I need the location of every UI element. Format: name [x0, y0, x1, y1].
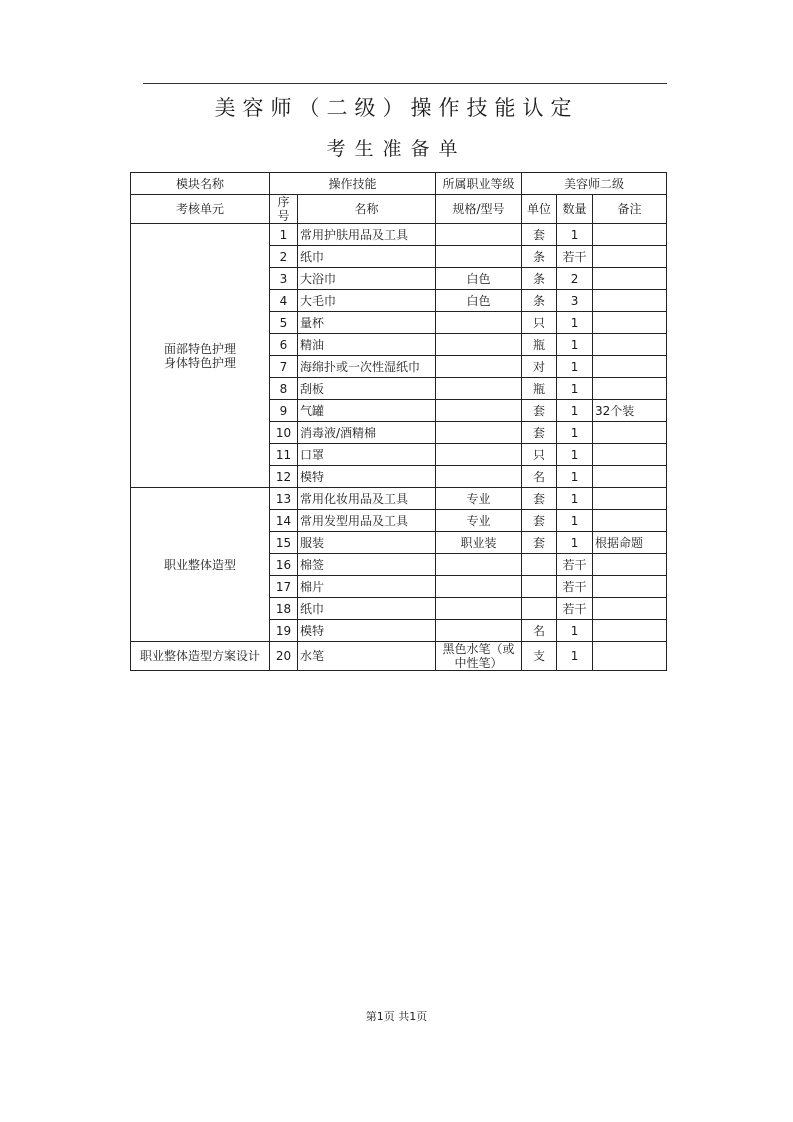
row-spec	[436, 378, 522, 400]
row-qty: 若干	[557, 246, 593, 268]
header-level-value: 美容师二级	[522, 173, 667, 195]
header-name: 名称	[298, 195, 436, 224]
row-name: 棉片	[298, 576, 436, 598]
row-qty: 1	[557, 312, 593, 334]
row-no: 16	[270, 554, 298, 576]
document-title: 美容师（二级）操作技能认定	[214, 96, 579, 120]
row-spec: 专业	[436, 488, 522, 510]
row-spec: 职业装	[436, 532, 522, 554]
row-unit: 套	[522, 400, 557, 422]
row-unit: 名	[522, 466, 557, 488]
row-name: 常用化妆用品及工具	[298, 488, 436, 510]
row-qty: 1	[557, 620, 593, 642]
row-note	[593, 356, 667, 378]
header-module-name: 模块名称	[131, 173, 270, 195]
row-unit: 套	[522, 422, 557, 444]
row-no: 13	[270, 488, 298, 510]
row-unit: 对	[522, 356, 557, 378]
row-no: 14	[270, 510, 298, 532]
row-note	[593, 554, 667, 576]
row-spec	[436, 334, 522, 356]
row-note	[593, 224, 667, 246]
row-name: 常用发型用品及工具	[298, 510, 436, 532]
header-spec: 规格/型号	[436, 195, 522, 224]
row-unit: 套	[522, 510, 557, 532]
row-note	[593, 334, 667, 356]
preparation-table	[130, 172, 667, 671]
row-name: 大毛巾	[298, 290, 436, 312]
row-no: 1	[270, 224, 298, 246]
row-spec	[436, 246, 522, 268]
row-spec	[436, 554, 522, 576]
row-no: 10	[270, 422, 298, 444]
table-row	[131, 642, 667, 671]
row-unit	[522, 576, 557, 598]
row-no: 5	[270, 312, 298, 334]
page-footer: 第1页 共1页	[365, 1010, 428, 1023]
row-no: 8	[270, 378, 298, 400]
row-qty: 若干	[557, 554, 593, 576]
row-name: 量杯	[298, 312, 436, 334]
group-career-styling: 职业整体造型	[131, 488, 270, 642]
row-no: 19	[270, 620, 298, 642]
row-unit: 条	[522, 290, 557, 312]
row-name: 模特	[298, 620, 436, 642]
header-qty: 数量	[557, 195, 593, 224]
row-no: 12	[270, 466, 298, 488]
row-unit: 瓶	[522, 334, 557, 356]
row-note: 32个装	[593, 400, 667, 422]
row-spec	[436, 422, 522, 444]
row-note	[593, 510, 667, 532]
row-note	[593, 312, 667, 334]
row-unit: 名	[522, 620, 557, 642]
row-name: 海绵扑或一次性湿纸巾	[298, 356, 436, 378]
row-unit: 只	[522, 312, 557, 334]
header-note: 备注	[593, 195, 667, 224]
header-level-label: 所属职业等级	[436, 173, 522, 195]
row-note	[593, 642, 667, 671]
document-subtitle: 考生准备单	[326, 138, 467, 160]
row-spec	[436, 466, 522, 488]
row-no: 4	[270, 290, 298, 312]
row-spec: 黑色水笔（或中性笔）	[436, 642, 522, 671]
row-qty: 1	[557, 378, 593, 400]
row-no: 9	[270, 400, 298, 422]
row-no: 15	[270, 532, 298, 554]
row-qty: 若干	[557, 576, 593, 598]
row-note	[593, 268, 667, 290]
row-name: 大浴巾	[298, 268, 436, 290]
group-facial-body-care: 面部特色护理 身体特色护理	[131, 224, 270, 488]
row-spec	[436, 356, 522, 378]
row-unit: 套	[522, 532, 557, 554]
row-qty: 1	[557, 224, 593, 246]
row-qty: 1	[557, 334, 593, 356]
row-name: 棉签	[298, 554, 436, 576]
row-name: 精油	[298, 334, 436, 356]
header-row-1	[131, 173, 667, 195]
header-skill: 操作技能	[270, 173, 436, 195]
table-row	[131, 488, 667, 510]
row-qty: 2	[557, 268, 593, 290]
row-name: 消毒液/酒精棉	[298, 422, 436, 444]
row-spec: 专业	[436, 510, 522, 532]
row-qty: 1	[557, 532, 593, 554]
row-name: 纸巾	[298, 598, 436, 620]
row-name: 模特	[298, 466, 436, 488]
row-spec	[436, 312, 522, 334]
row-no: 20	[270, 642, 298, 671]
row-name: 常用护肤用品及工具	[298, 224, 436, 246]
group-career-styling-design: 职业整体造型方案设计	[131, 642, 270, 671]
header-unit: 考核单元	[131, 195, 270, 224]
row-no: 2	[270, 246, 298, 268]
row-qty: 1	[557, 422, 593, 444]
row-spec	[436, 620, 522, 642]
row-qty: 若干	[557, 598, 593, 620]
row-note	[593, 466, 667, 488]
top-rule	[143, 83, 667, 84]
row-qty: 1	[557, 510, 593, 532]
row-note	[593, 422, 667, 444]
row-no: 11	[270, 444, 298, 466]
row-unit	[522, 554, 557, 576]
row-no: 3	[270, 268, 298, 290]
row-no: 17	[270, 576, 298, 598]
row-no: 18	[270, 598, 298, 620]
row-no: 7	[270, 356, 298, 378]
row-spec	[436, 400, 522, 422]
row-note	[593, 290, 667, 312]
header-no: 序号	[270, 195, 298, 224]
row-unit: 套	[522, 488, 557, 510]
row-unit: 只	[522, 444, 557, 466]
row-unit: 条	[522, 246, 557, 268]
row-name: 刮板	[298, 378, 436, 400]
row-qty: 1	[557, 356, 593, 378]
row-name: 水笔	[298, 642, 436, 671]
row-unit: 套	[522, 224, 557, 246]
row-note	[593, 598, 667, 620]
row-note	[593, 378, 667, 400]
row-qty: 1	[557, 488, 593, 510]
row-note	[593, 444, 667, 466]
row-spec: 白色	[436, 290, 522, 312]
row-name: 纸巾	[298, 246, 436, 268]
row-note	[593, 488, 667, 510]
row-qty: 1	[557, 444, 593, 466]
header-measure: 单位	[522, 195, 557, 224]
row-spec	[436, 224, 522, 246]
table-row	[131, 224, 667, 246]
row-unit: 支	[522, 642, 557, 671]
row-unit: 瓶	[522, 378, 557, 400]
row-qty: 1	[557, 466, 593, 488]
row-unit	[522, 598, 557, 620]
row-spec: 白色	[436, 268, 522, 290]
row-qty: 1	[557, 642, 593, 671]
row-note: 根据命题	[593, 532, 667, 554]
row-name: 口罩	[298, 444, 436, 466]
row-qty: 3	[557, 290, 593, 312]
row-qty: 1	[557, 400, 593, 422]
row-note	[593, 620, 667, 642]
row-spec	[436, 444, 522, 466]
row-name: 气罐	[298, 400, 436, 422]
row-spec	[436, 576, 522, 598]
header-row-2	[131, 195, 667, 224]
row-note	[593, 246, 667, 268]
row-unit: 条	[522, 268, 557, 290]
row-spec	[436, 598, 522, 620]
row-name: 服装	[298, 532, 436, 554]
row-no: 6	[270, 334, 298, 356]
row-note	[593, 576, 667, 598]
